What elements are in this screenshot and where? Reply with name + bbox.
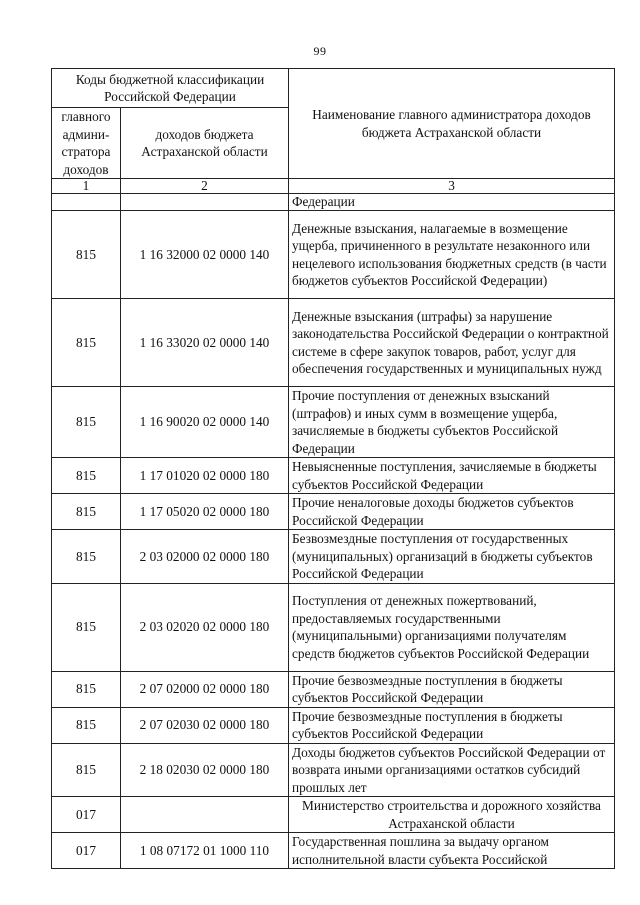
table-row: [52, 494, 615, 530]
revenue-code-cell: 2 07 02000 02 0000 180: [121, 671, 289, 707]
continuation-admin: [52, 194, 121, 211]
revenue-code-cell: 1 08 07172 01 1000 110: [121, 833, 289, 869]
continuation-name: Федерации: [289, 194, 615, 211]
admin-code-cell: 815: [52, 458, 121, 494]
table-row: [52, 743, 615, 797]
revenue-code-cell: [121, 797, 289, 833]
revenue-code-cell: 2 03 02000 02 0000 180: [121, 530, 289, 584]
continuation-code: [121, 194, 289, 211]
table-row: [52, 583, 615, 671]
revenue-code-cell: 1 16 33020 02 0000 140: [121, 299, 289, 387]
revenue-code-cell: 2 18 02030 02 0000 180: [121, 743, 289, 797]
table-row: [52, 671, 615, 707]
revenue-code-cell: 1 17 05020 02 0000 180: [121, 494, 289, 530]
revenue-name-cell: Государственная пошлина за выдачу органом исполнительной власти субъекта Российской: [289, 833, 615, 869]
column-number-row: [52, 179, 615, 194]
admin-column-header: главного админи-стратора доходов: [52, 108, 121, 179]
table-row: [52, 530, 615, 584]
column-number-1: 1: [52, 179, 121, 194]
admin-code-cell: 815: [52, 211, 121, 299]
admin-code-cell: 815: [52, 743, 121, 797]
column-number-2: 2: [121, 179, 289, 194]
revenue-name-cell: Доходы бюджетов субъектов Российской Федерации от возврата иными организациями остатков субсидий прошлых лет: [289, 743, 615, 797]
table-row: [52, 707, 615, 743]
revenue-name-cell: Денежные взыскания, налагаемые в возмещение ущерба, причиненного в результате незаконного или нецелевого использования бюджетных средств (в части бюджетов субъектов Российской Федерации): [289, 211, 615, 299]
admin-code-cell: 815: [52, 671, 121, 707]
table-row: [52, 833, 615, 869]
revenue-name-cell: Прочие неналоговые доходы бюджетов субъектов Российской Федерации: [289, 494, 615, 530]
admin-code-cell: 815: [52, 583, 121, 671]
revenue-name-cell: Невыясненные поступления, зачисляемые в бюджеты субъектов Российской Федерации: [289, 458, 615, 494]
admin-code-cell: 815: [52, 707, 121, 743]
revenue-name-cell: Поступления от денежных пожертвований, предоставляемых государственными (муниципальными) организациями получателям средств бюджетов субъектов Российской Федерации: [289, 583, 615, 671]
revenue-name-cell: Прочие безвозмездные поступления в бюджеты субъектов Российской Федерации: [289, 707, 615, 743]
name-column-header: Наименование главного администратора доходов бюджета Астраханской области: [289, 69, 615, 179]
revenue-name-cell: Безвозмездные поступления от государственных (муниципальных) организаций в бюджеты субъектов Российской Федерации: [289, 530, 615, 584]
revenue-code-cell: 2 07 02030 02 0000 180: [121, 707, 289, 743]
admin-code-cell: 815: [52, 299, 121, 387]
page-number: 99: [313, 44, 327, 58]
revenue-column-header: доходов бюджета Астраханской области: [121, 108, 289, 179]
table-row: [52, 211, 615, 299]
table-row-section-heading: [52, 797, 615, 833]
revenue-name-cell: Прочие безвозмездные поступления в бюджеты субъектов Российской Федерации: [289, 671, 615, 707]
admin-code-cell: 815: [52, 494, 121, 530]
table-body: [52, 69, 615, 869]
admin-code-cell: 815: [52, 530, 121, 584]
revenue-name-cell: Прочие поступления от денежных взысканий (штрафов) и иных сумм в возмещение ущерба, зачисляемые в бюджеты субъектов Российской Федерации: [289, 387, 615, 458]
revenue-code-cell: 1 16 32000 02 0000 140: [121, 211, 289, 299]
codes-group-header: Коды бюджетной классификации Российской Федерации: [52, 69, 289, 108]
column-number-3: 3: [289, 179, 615, 194]
revenue-code-cell: 1 16 90020 02 0000 140: [121, 387, 289, 458]
admin-code-cell: 017: [52, 797, 121, 833]
revenue-name-cell: Денежные взыскания (штрафы) за нарушение законодательства Российской Федерации о контрактной системе в сфере закупок товаров, работ, услуг для обеспечения государственных и муниципальных нужд: [289, 299, 615, 387]
table-row: [52, 299, 615, 387]
admin-code-cell: 815: [52, 387, 121, 458]
table-row: [52, 387, 615, 458]
admin-code-cell: 017: [52, 833, 121, 869]
continuation-row: [52, 194, 615, 211]
table-row: [52, 458, 615, 494]
budget-classification-table: [51, 68, 615, 869]
administrator-name-heading: Министерство строительства и дорожного хозяйства Астраханской области: [289, 797, 615, 833]
revenue-code-cell: 2 03 02020 02 0000 180: [121, 583, 289, 671]
revenue-code-cell: 1 17 01020 02 0000 180: [121, 458, 289, 494]
header-row-codes: [52, 69, 615, 108]
